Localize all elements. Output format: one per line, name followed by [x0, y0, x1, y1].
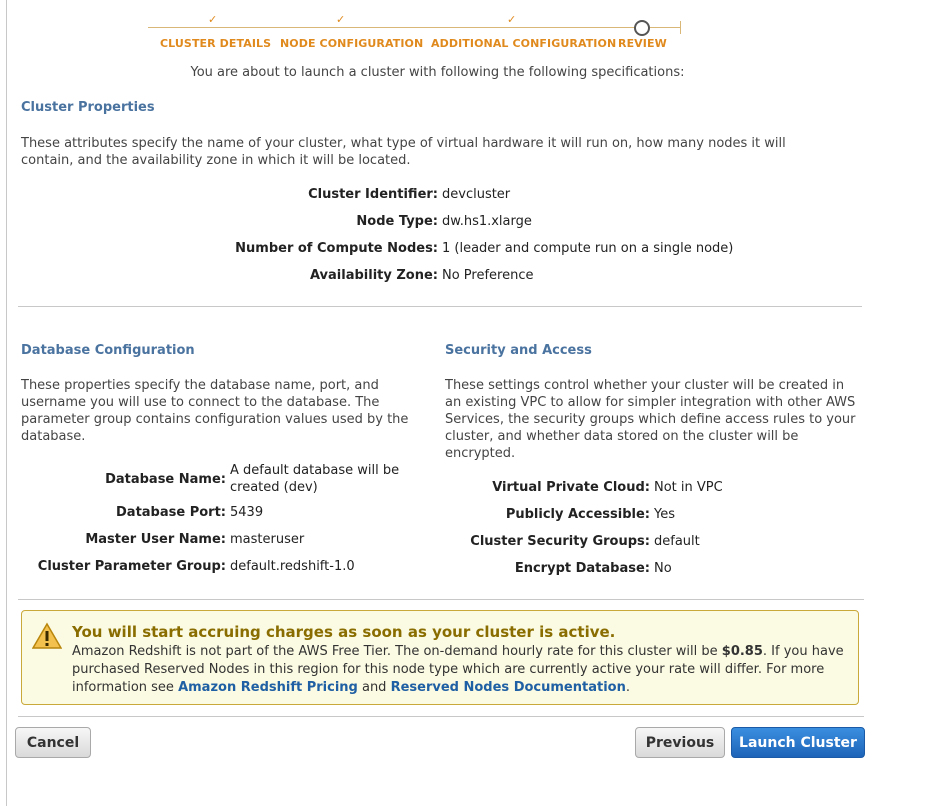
section-divider	[18, 599, 864, 600]
intro-text: You are about to launch a cluster with following the following specifications:	[190, 65, 685, 80]
wizard-track	[148, 27, 681, 28]
security-access-title: Security and Access	[445, 343, 592, 358]
check-icon: ✓	[208, 13, 218, 26]
field-cluster-security-groups	[440, 534, 700, 549]
field-value: Yes	[654, 507, 675, 522]
warning-text: Amazon Redshift is not part of the AWS Free Tier. The on-demand hourly rate for this cluster will be	[72, 644, 722, 659]
charges-warning-box	[21, 610, 859, 705]
check-icon: ✓	[336, 13, 346, 26]
field-label: Virtual Private Cloud:	[492, 480, 650, 495]
field-availability-zone	[0, 268, 534, 283]
left-border	[6, 0, 7, 806]
field-label: Number of Compute Nodes:	[235, 241, 438, 256]
security-access-description: These settings control whether your cluster will be created in an existing VPC to allow for simpler integration with other AWS Services, the security groups which define access rules to your cluster, and whether data stored on the cluster will be encrypted.	[445, 378, 856, 461]
field-label: Cluster Security Groups:	[470, 534, 650, 549]
wizard-track-end	[680, 21, 681, 34]
step-additional-configuration[interactable]: ADDITIONAL CONFIGURATION	[431, 37, 617, 50]
field-number-of-compute-nodes	[0, 241, 733, 256]
hourly-rate: $0.85	[721, 644, 763, 659]
cluster-properties-description: These attributes specify the name of your cluster, what type of virtual hardware it will run on, how many nodes it will contain, and the availability zone in which it will be located.	[21, 136, 786, 168]
step-node-configuration[interactable]: NODE CONFIGURATION	[280, 37, 424, 50]
field-value: A default database will be created (dev)	[230, 463, 400, 495]
footer-divider	[18, 716, 864, 717]
field-value: default	[654, 534, 700, 549]
field-virtual-private-cloud	[440, 480, 723, 495]
check-icon: ✓	[507, 13, 517, 26]
field-label: Master User Name:	[85, 532, 226, 547]
field-cluster-identifier	[0, 187, 510, 202]
field-cluster-parameter-group	[0, 559, 355, 574]
cluster-properties-title: Cluster Properties	[21, 100, 155, 115]
field-label: Cluster Parameter Group:	[37, 559, 226, 574]
redshift-pricing-link[interactable]: Amazon Redshift Pricing	[178, 680, 358, 695]
section-divider	[18, 306, 862, 307]
field-value: masteruser	[230, 532, 305, 547]
field-value: Not in VPC	[654, 480, 723, 495]
warning-text: .	[625, 680, 630, 695]
warning-body	[72, 643, 852, 697]
field-publicly-accessible	[440, 507, 675, 522]
warning-text: . If you have purchased Reserved Nodes in this region for this node type which are currently active your rate will differ. For more information see	[72, 644, 844, 695]
field-label: Database Name:	[105, 471, 226, 487]
field-value: default.redshift-1.0	[230, 559, 355, 574]
field-value: No Preference	[442, 268, 534, 283]
field-value: No	[654, 561, 672, 576]
field-database-name	[0, 462, 420, 496]
step-review: REVIEW	[618, 37, 667, 50]
field-label: Cluster Identifier:	[308, 187, 438, 202]
database-configuration-title: Database Configuration	[21, 343, 195, 358]
database-configuration-description: These properties specify the database name, port, and username you will use to connect to the database. The parameter group contains configuration values used by the database.	[21, 378, 409, 444]
previous-button[interactable]: Previous	[635, 727, 725, 758]
warning-title: You will start accruing charges as soon as your cluster is active.	[72, 623, 616, 641]
reserved-nodes-docs-link[interactable]: Reserved Nodes Documentation	[390, 680, 626, 695]
warning-triangle-icon	[32, 622, 62, 650]
field-value: 5439	[230, 505, 264, 520]
field-label: Publicly Accessible:	[505, 507, 650, 522]
field-label: Node Type:	[356, 214, 438, 229]
field-master-user-name	[0, 532, 304, 547]
launch-cluster-button[interactable]: Launch Cluster	[731, 727, 865, 758]
field-label: Database Port:	[116, 505, 226, 520]
field-value: 1 (leader and compute run on a single node)	[442, 241, 734, 256]
field-encrypt-database	[440, 561, 672, 576]
step-cluster-details[interactable]: CLUSTER DETAILS	[160, 37, 272, 50]
field-value: dw.hs1.xlarge	[442, 214, 532, 229]
field-node-type	[0, 214, 532, 229]
current-step-indicator-icon	[634, 20, 650, 36]
field-database-port	[0, 505, 263, 520]
field-label: Availability Zone:	[309, 268, 438, 283]
cancel-button[interactable]: Cancel	[15, 727, 91, 758]
field-value: devcluster	[442, 187, 511, 202]
warning-text: and	[357, 680, 391, 695]
field-label: Encrypt Database:	[514, 561, 650, 576]
